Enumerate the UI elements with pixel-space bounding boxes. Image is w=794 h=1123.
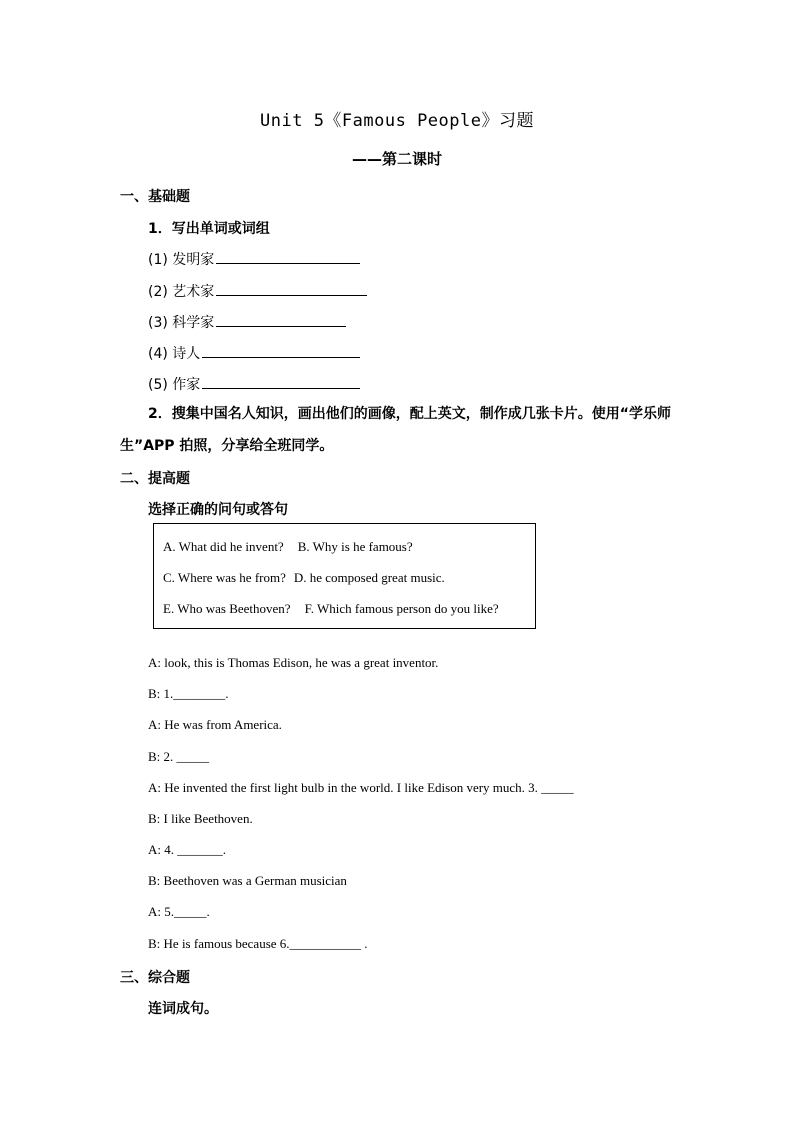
question-2-text: 2．搜集中国名人知识，画出他们的画像，配上英文，制作成几张卡片。使用“学乐师生”APP 拍照，分享给全班同学。 [120, 406, 671, 454]
options-row-2 [163, 570, 445, 586]
word-item-number: (2) [148, 284, 168, 300]
dialogue-line-5: A: He invented the first light bulb in the world. I like Edison very much. 3. _____ [148, 780, 574, 795]
word-item-4 [148, 343, 360, 363]
question-1-label: 1．写出单词或词组 [148, 221, 270, 237]
word-item-text: 科学家 [172, 315, 215, 331]
word-item-number: (4) [148, 346, 168, 362]
dialogue-line-3: A: He was from America. [148, 717, 282, 732]
option-d: D. he composed great music. [293, 570, 445, 585]
section-2-instruction: 选择正确的问句或答句 [148, 502, 288, 518]
dialogue-line-7: A: 4. _______. [148, 842, 226, 857]
option-a: A. What did he invent? [163, 539, 284, 554]
dialogue-line-4: B: 2. _____ [148, 749, 210, 764]
dialogue-line-9: A: 5._____. [148, 904, 210, 919]
word-item-text: 艺术家 [172, 284, 215, 300]
word-item-number: (1) [148, 252, 168, 268]
section-3-heading: 三、综合题 [120, 970, 190, 986]
page-title: Unit 5《Famous People》习题 [260, 111, 534, 131]
dialogue-line-1: A: look, this is Thomas Edison, he was a great inventor. [148, 655, 439, 670]
options-row-1 [163, 539, 413, 555]
answer-blank[interactable] [216, 249, 360, 264]
page-subtitle: ——第二课时 [351, 150, 442, 168]
answer-blank[interactable] [202, 343, 360, 358]
dialogue-line-6: B: I like Beethoven. [148, 811, 253, 826]
word-item-number: (5) [148, 377, 168, 393]
section-3-instruction: 连词成句。 [148, 1001, 218, 1017]
options-box [153, 523, 536, 629]
dialogue-line-2: B: 1.________. [148, 686, 229, 701]
option-f: F. Which famous person do you like? [304, 601, 499, 616]
word-item-3 [148, 312, 346, 332]
answer-blank[interactable] [202, 374, 360, 389]
dialogue-line-10: B: He is famous because 6.___________ . [148, 936, 368, 951]
answer-blank[interactable] [216, 281, 367, 296]
word-item-2 [148, 281, 367, 301]
word-item-1 [148, 249, 360, 269]
section-1-heading: 一、基础题 [120, 189, 190, 205]
answer-blank[interactable] [216, 312, 346, 327]
word-item-text: 发明家 [172, 252, 215, 268]
word-item-5 [148, 374, 360, 394]
option-b: B. Why is he famous? [297, 539, 413, 554]
word-item-text: 诗人 [172, 346, 201, 362]
word-item-number: (3) [148, 315, 168, 331]
option-c: C. Where was he from? [163, 570, 286, 585]
dialogue-line-8: B: Beethoven was a German musician [148, 873, 347, 888]
options-row-3 [163, 601, 499, 617]
word-item-text: 作家 [172, 377, 201, 393]
section-2-heading: 二、提高题 [120, 471, 190, 487]
option-e: E. Who was Beethoven? [163, 601, 291, 616]
